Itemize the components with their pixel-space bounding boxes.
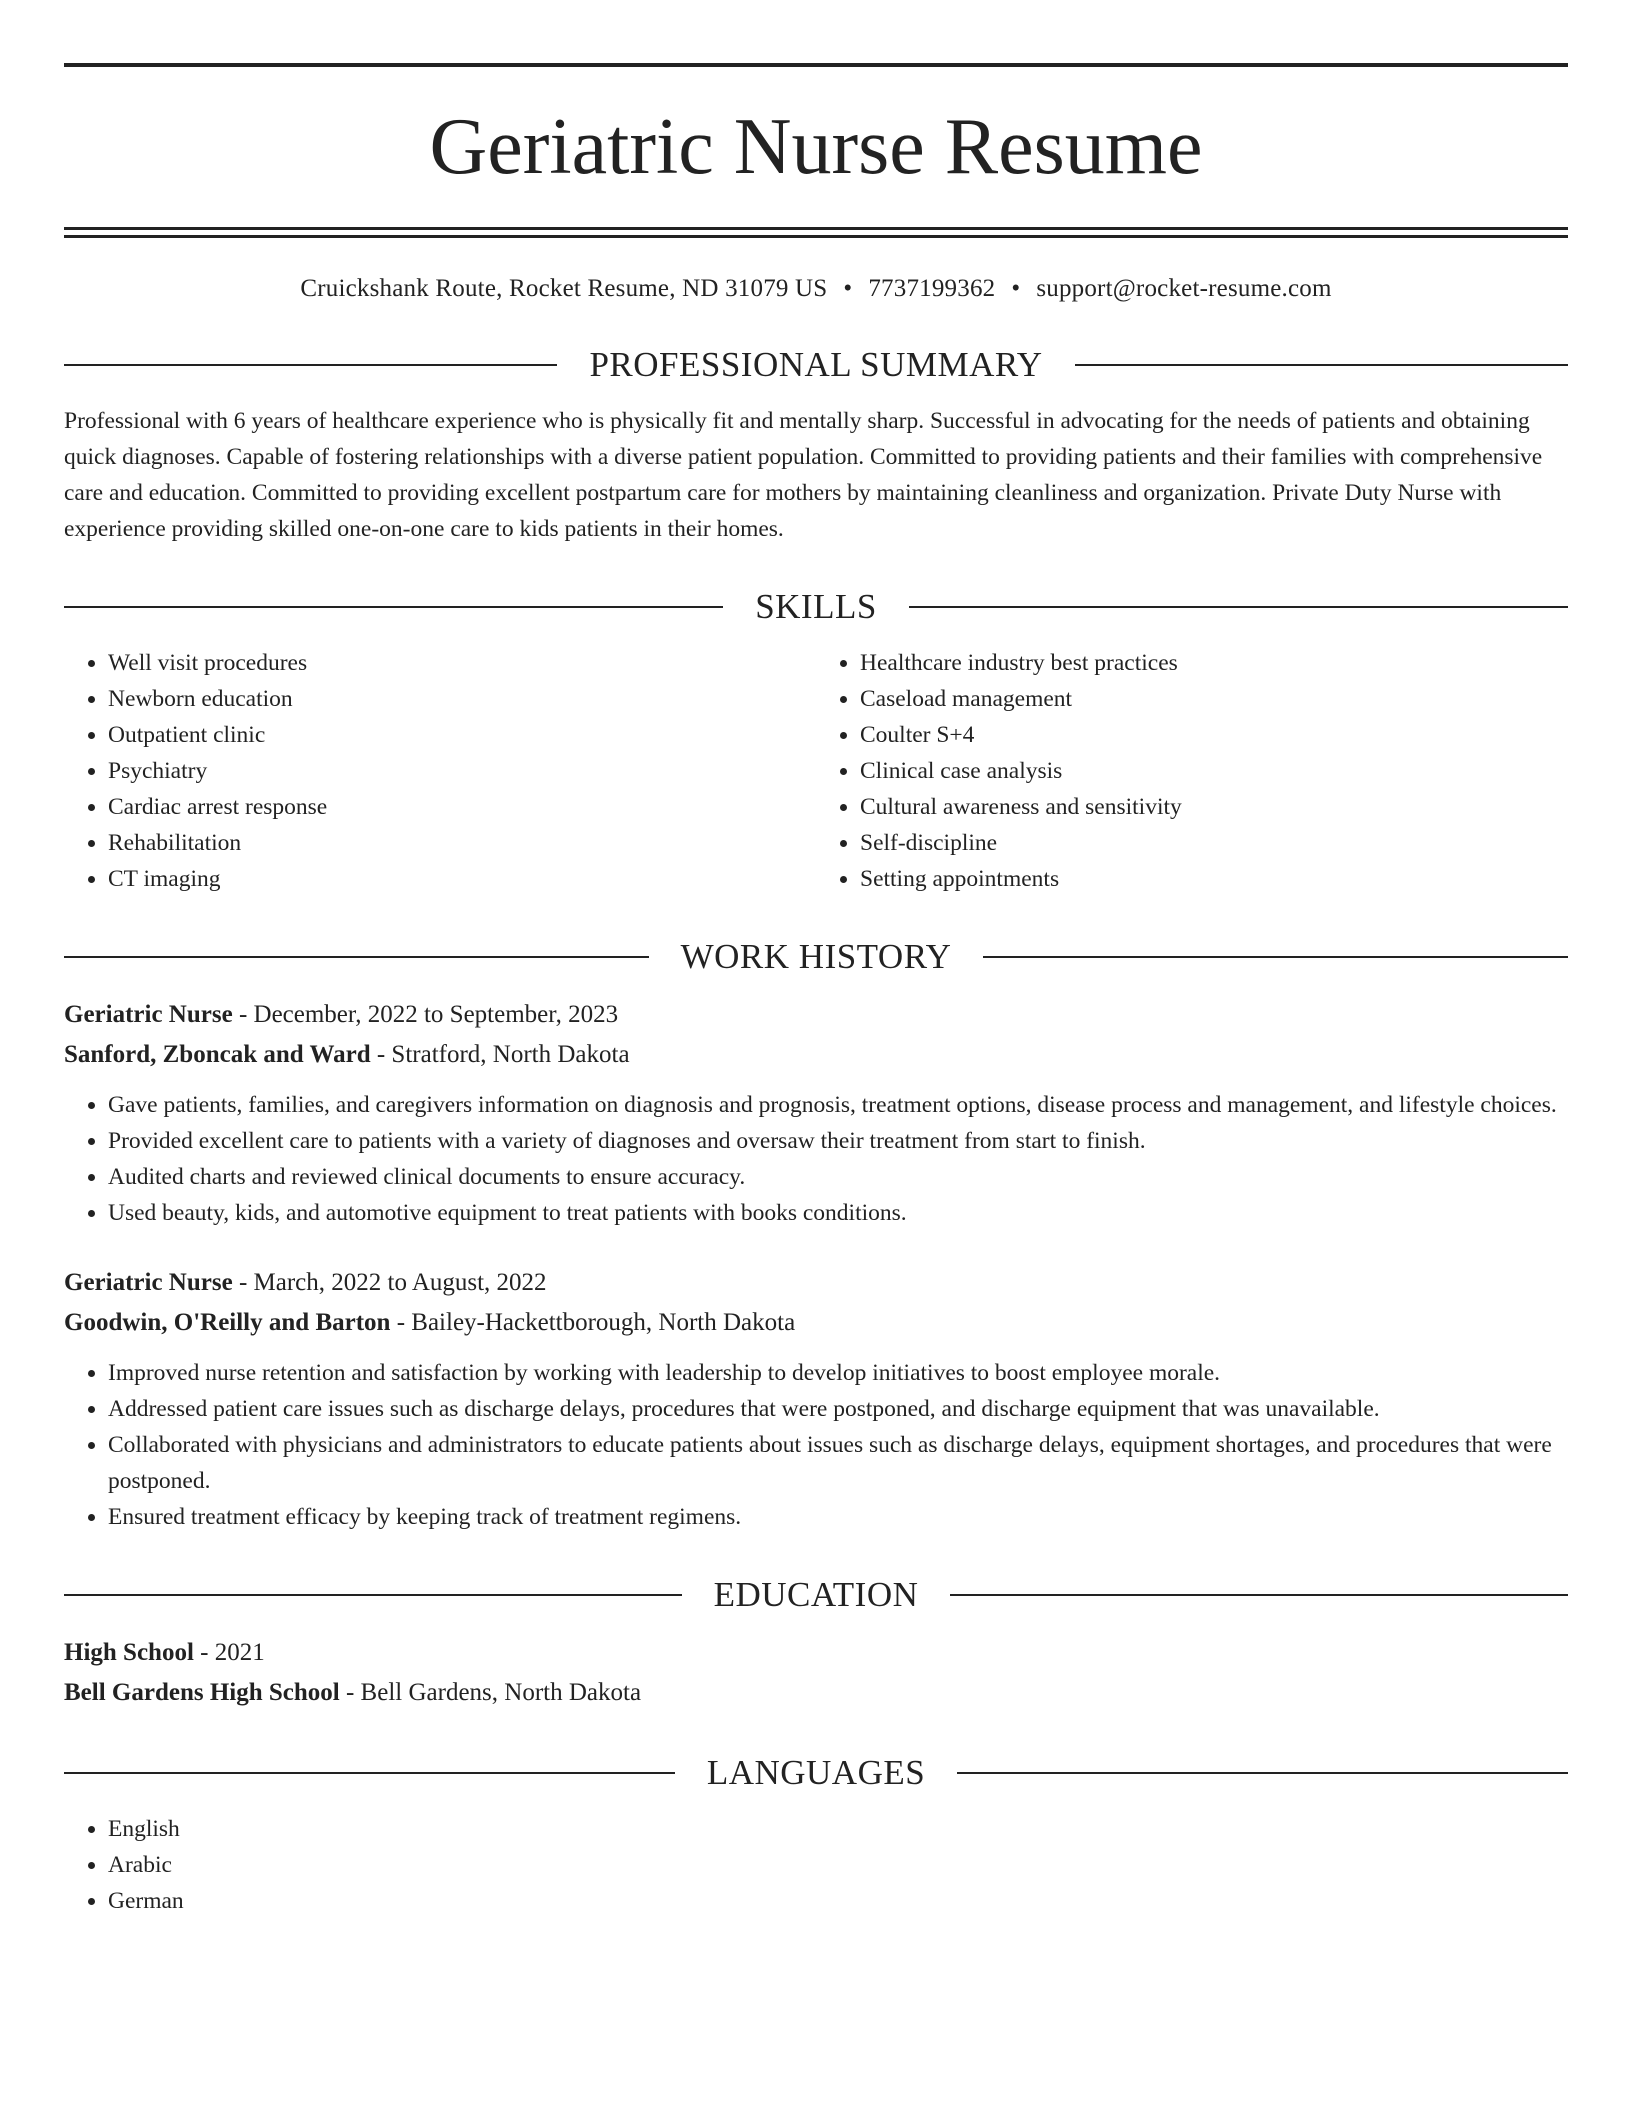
section-heading-languages [64, 1753, 1568, 1793]
section-title: SKILLS [755, 587, 877, 626]
language-item: • German [108, 1883, 1568, 1919]
skill-item: • Well visit procedures [108, 645, 816, 681]
job-bullet: • Gave patients, families, and caregivers information on diagnosis and prognosis, treatment options, disease process and management, and lifestyle choices. [108, 1087, 1568, 1123]
section-title: EDUCATION [713, 1575, 919, 1614]
section-rule [64, 1772, 675, 1774]
job-employer: Goodwin, O'Reilly and Barton [64, 1309, 391, 1336]
job-dates: - March, 2022 to August, 2022 [232, 1269, 547, 1296]
section-rule [957, 1772, 1568, 1774]
job-location: - Bailey-Hackettborough, North Dakota [390, 1309, 796, 1336]
section-heading-summary [64, 345, 1568, 385]
skill-item: • Rehabilitation [108, 825, 816, 861]
job-bullet: • Ensured treatment efficacy by keeping track of treatment regimens. [108, 1499, 1568, 1535]
job-bullet: • Audited charts and reviewed clinical documents to ensure accuracy. [108, 1159, 1568, 1195]
skills-list-right [816, 645, 1568, 897]
education-location: - Bell Gardens, North Dakota [339, 1679, 642, 1706]
top-rule [64, 63, 1568, 67]
job-title: Geriatric Nurse [64, 1269, 233, 1296]
section-title: PROFESSIONAL SUMMARY [589, 345, 1043, 384]
skill-item: • Coulter S+4 [860, 717, 1568, 753]
skill-item: • Healthcare industry best practices [860, 645, 1568, 681]
skill-item: • Setting appointments [860, 861, 1568, 897]
job-bullets [64, 1355, 1568, 1535]
section-heading-work [64, 937, 1568, 977]
job-bullet: • Used beauty, kids, and automotive equipment to treat patients with books conditions. [108, 1195, 1568, 1231]
education-year: - 2021 [193, 1639, 265, 1666]
job-title: Geriatric Nurse [64, 1001, 233, 1028]
skill-item: • CT imaging [108, 861, 816, 897]
job-bullet: • Collaborated with physicians and administrators to educate patients about issues such as discharge delays, equipment shortages, and procedures that were postponed. [108, 1427, 1568, 1499]
section-rule [909, 606, 1568, 608]
contact-separator: • [843, 275, 853, 302]
resume-page [64, 0, 1568, 1919]
section-rule [64, 606, 723, 608]
skill-item: • Outpatient clinic [108, 717, 816, 753]
skill-item: • Cultural awareness and sensitivity [860, 789, 1568, 825]
section-heading-education [64, 1575, 1568, 1615]
section-heading-skills [64, 587, 1568, 627]
language-item: • Arabic [108, 1847, 1568, 1883]
job-bullet: • Provided excellent care to patients with a variety of diagnoses and oversaw their treatment from start to finish. [108, 1123, 1568, 1159]
job-title-line [64, 1263, 1568, 1303]
title-double-rule [64, 227, 1568, 238]
resume-title: Geriatric Nurse Resume [429, 103, 1203, 191]
job-dates: - December, 2022 to September, 2023 [232, 1001, 619, 1028]
job-employer-line [64, 1035, 1568, 1075]
section-title: LANGUAGES [706, 1753, 926, 1792]
section-rule [64, 956, 649, 958]
skill-item: • Clinical case analysis [860, 753, 1568, 789]
contact-email: support@rocket-resume.com [1036, 275, 1332, 302]
contact-line [64, 273, 1568, 305]
skills-columns [64, 645, 1568, 897]
job-bullets [64, 1087, 1568, 1231]
education-school-line [64, 1673, 1568, 1713]
job-bullet: • Addressed patient care issues such as discharge delays, procedures that were postponed, and discharge equipment that was unavailable. [108, 1391, 1568, 1427]
summary-paragraph: Professional with 6 years of healthcare experience who is physically fit and mentally sharp. Successful in advocating for the needs of patients and obtaining quick diagnoses. Capable of fostering relationships with a diverse patient population. Committed to providing patients and their families with comprehensive care and education. Committed to providing excellent postpartum care for mothers by maintaining cleanliness and organization. Private Duty Nurse with experience providing skilled one-on-one care to kids patients in their homes. [64, 408, 1543, 542]
education-degree: High School [64, 1639, 194, 1666]
section-rule [983, 956, 1568, 958]
section-rule [1075, 364, 1568, 366]
language-item: • English [108, 1811, 1568, 1847]
contact-address: Cruickshank Route, Rocket Resume, ND 31079 US [300, 275, 828, 302]
skill-item: • Self-discipline [860, 825, 1568, 861]
job-entry [64, 1263, 1568, 1535]
section-rule [64, 364, 557, 366]
skills-list-left [64, 645, 816, 897]
education-school: Bell Gardens High School [64, 1679, 340, 1706]
job-employer: Sanford, Zboncak and Ward [64, 1041, 371, 1068]
section-rule [64, 1594, 682, 1596]
languages-list [64, 1811, 1568, 1919]
contact-phone: 7737199362 [868, 275, 996, 302]
section-rule [950, 1594, 1568, 1596]
job-employer-line [64, 1303, 1568, 1343]
education-degree-line [64, 1633, 1568, 1673]
job-location: - Stratford, North Dakota [370, 1041, 630, 1068]
skill-item: • Caseload management [860, 681, 1568, 717]
contact-separator: • [1011, 275, 1021, 302]
section-title: WORK HISTORY [680, 937, 952, 976]
skill-item: • Newborn education [108, 681, 816, 717]
job-bullet: • Improved nurse retention and satisfaction by working with leadership to develop initiatives to boost employee morale. [108, 1355, 1568, 1391]
skill-item: • Cardiac arrest response [108, 789, 816, 825]
job-entry [64, 995, 1568, 1231]
job-title-line [64, 995, 1568, 1035]
skill-item: • Psychiatry [108, 753, 816, 789]
